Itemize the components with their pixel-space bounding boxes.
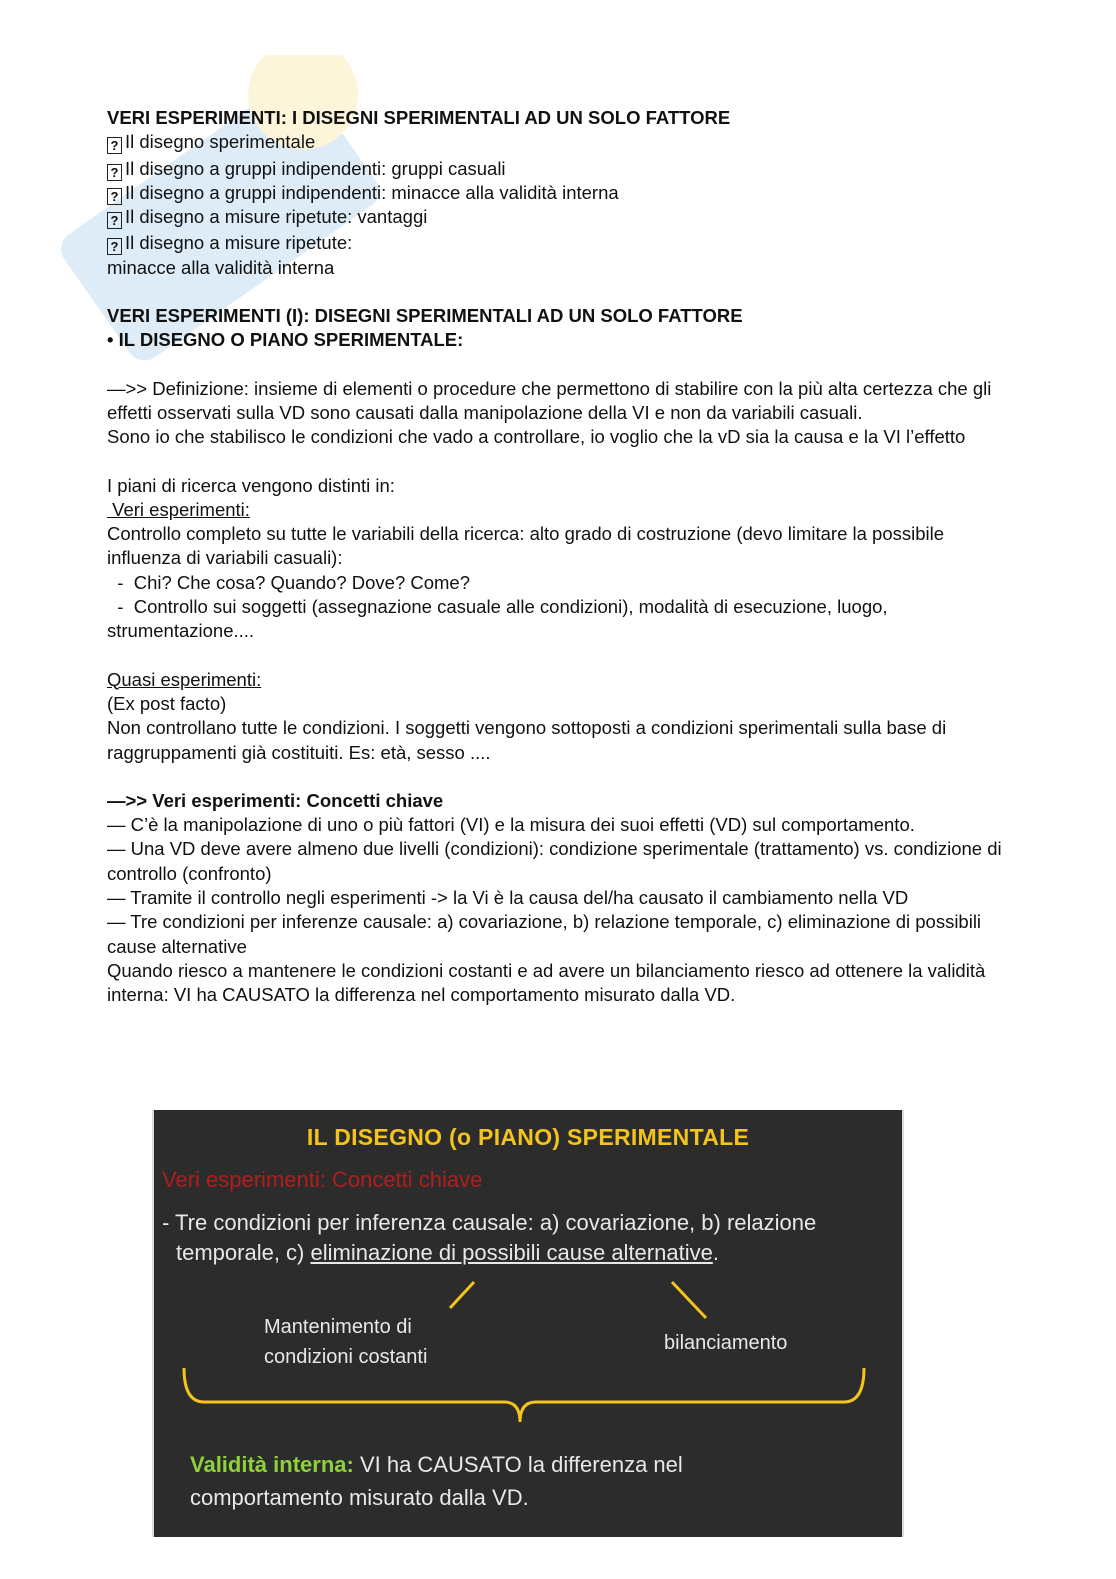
conclusion-paragraph: Quando riesco a mantenere le condizioni costanti e ad avere un bilanciamento riesco ad ottenere la validità interna: VI ha CAUSATO la differenza nel comportamento misurato dalla VD. [107, 959, 986, 1006]
key-point: — C’è la manipolazione di uno o più fattori (VI) e la misura dei suoi effetti (VD) sul comportamento. [107, 814, 915, 836]
toc-item: ? Il disegno a misure ripetute: [107, 231, 1007, 255]
key-point: — Tramite il controllo negli esperimenti -> la Vi è la causa del/ha causato il cambiamento nella VD [107, 887, 909, 909]
key-point: — Una VD deve avere almeno due livelli (condizioni): condizione sperimentale (trattamento) vs. condizione di controllo (confronto) [107, 838, 1002, 884]
veri-bullet: - Controllo sui soggetti (assegnazione casuale alle condizioni), modalità di esecuzione, luogo, strumentazione.... [107, 596, 893, 642]
section-title: VERI ESPERIMENTI (I): DISEGNI SPERIMENTALI AD UN SOLO FATTORE [107, 305, 743, 327]
slide-body: - Tre condizioni per inferenza causale: a) covariazione, b) relazione temporale, c) eliminazione di possibili cause alternative. [162, 1210, 817, 1265]
veri-bullet: - Chi? Che cosa? Quando? Dove? Come? [107, 571, 471, 593]
slide-right-label: bilanciamento [664, 1332, 788, 1354]
definition-paragraph: —>> Definizione: insieme di elementi o procedure che permettono di stabilire con la più alta certezza che gli effetti osservati sulla VD sono causati dalla manipolazione della VI e non da variabili casuali. [107, 377, 992, 423]
note-paragraph: Sono io che stabilisco le condizioni che vado a controllare, io voglio che la vD sia la causa e la VI l’effetto [107, 426, 966, 448]
key-concepts-title: —>> Veri esperimenti: Concetti chiave [107, 789, 444, 811]
missing-glyph-icon: ? [107, 188, 122, 205]
slide-bottom-text: Validità interna: VI ha CAUSATO la differenza nel comportamento misurato dalla VD. [190, 1452, 683, 1510]
missing-glyph-icon: ? [107, 164, 122, 181]
intro-text: I piani di ricerca vengono distinti in: [107, 474, 395, 496]
toc-item: ? Il disegno a gruppi indipendenti: minacce alla validità interna [107, 181, 1007, 205]
key-point: — Tre condizioni per inferenze causale: a) covariazione, b) relazione temporale, c) eliminazione di possibili cause alternative [107, 911, 982, 957]
toc-item: ? Il disegno a misure ripetute: vantaggi [107, 205, 1007, 229]
missing-glyph-icon: ? [107, 238, 122, 255]
quasi-label: Quasi esperimenti: [107, 668, 262, 690]
missing-glyph-icon: ? [107, 137, 122, 154]
veri-text: Controllo completo su tutte le variabili della ricerca: alto grado di costruzione (devo limitare la possibile influenza di variabili casuali): [107, 523, 945, 569]
toc-item: ? Il disegno a gruppi indipendenti: gruppi casuali [107, 157, 1007, 181]
document-body [107, 106, 1007, 1008]
toc-item-continuation: minacce alla validità interna [107, 256, 335, 278]
slide-left-label: Mantenimento di condizioni costanti [264, 1316, 428, 1368]
slide-subtitle: Veri esperimenti: Concetti chiave [162, 1167, 483, 1192]
quasi-text: Non controllano tutte le condizioni. I soggetti vengono sottoposti a condizioni sperimentali sulla base di raggruppamenti già costituiti. Es: età, sesso .... [107, 717, 947, 763]
veri-label: Veri esperimenti: [107, 498, 250, 520]
slide-title: IL DISEGNO (o PIANO) SPERIMENTALE [306, 1124, 750, 1150]
missing-glyph-icon: ? [107, 212, 122, 229]
section-subtitle: • IL DISEGNO O PIANO SPERIMENTALE: [107, 329, 464, 351]
toc-item: ? Il disegno sperimentale [107, 130, 1007, 154]
slide-image [152, 1110, 904, 1537]
toc-title: VERI ESPERIMENTI: I DISEGNI SPERIMENTALI AD UN SOLO FATTORE [107, 107, 731, 128]
quasi-sub: (Ex post facto) [107, 692, 227, 714]
